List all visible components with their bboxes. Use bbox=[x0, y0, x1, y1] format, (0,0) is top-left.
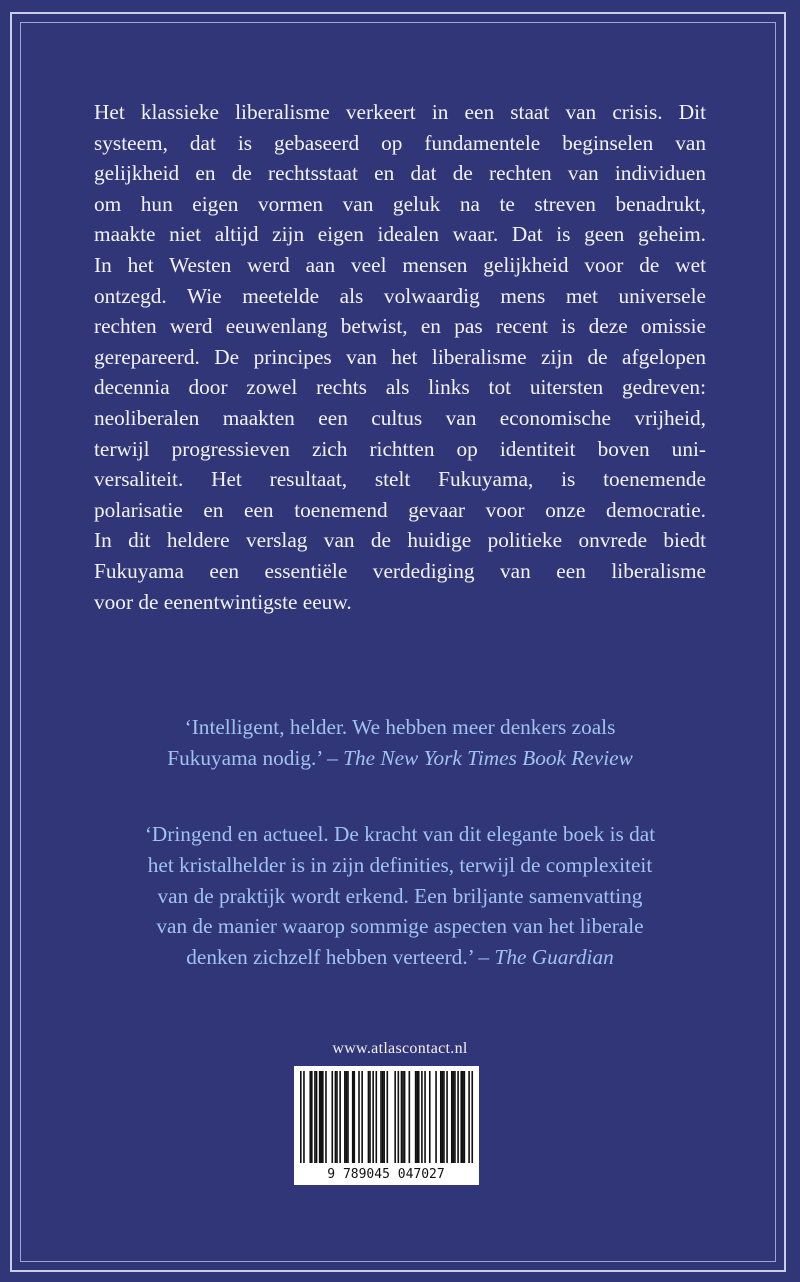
barcode-bar bbox=[415, 1071, 417, 1163]
blurb-line: neoliberalen maakten een cultus van economische vrijheid, bbox=[94, 405, 706, 430]
blurb-line: In dit heldere verslag van de huidige politieke onvrede biedt bbox=[94, 528, 706, 553]
barcode-bar bbox=[402, 1071, 404, 1163]
barcode-bar bbox=[404, 1071, 406, 1163]
barcode-bar bbox=[361, 1071, 363, 1163]
barcode-bar bbox=[372, 1071, 374, 1163]
barcode-bar bbox=[336, 1071, 338, 1163]
blurb-line: In het Westen werd aan veel mensen gelijkheid voor de wet bbox=[94, 252, 706, 277]
barcode-bar bbox=[368, 1071, 370, 1163]
barcode-bar bbox=[316, 1071, 318, 1163]
barcode-bar bbox=[464, 1071, 466, 1163]
barcode-bar bbox=[440, 1071, 442, 1163]
barcode-bar bbox=[462, 1071, 464, 1163]
barcode-bar bbox=[358, 1071, 360, 1163]
barcode-bar bbox=[300, 1071, 302, 1163]
barcode-bar bbox=[352, 1071, 354, 1163]
barcode-bar bbox=[335, 1071, 337, 1163]
barcode-bar bbox=[446, 1071, 448, 1163]
quote-text: van de manier waarop sommige aspecten van het liberale bbox=[156, 914, 644, 939]
barcode-bar bbox=[322, 1071, 324, 1163]
barcode-bar bbox=[339, 1071, 341, 1163]
quote-text: Fukuyama nodig.’ – bbox=[167, 745, 344, 770]
barcode-bar bbox=[387, 1071, 389, 1163]
barcode-bar bbox=[353, 1071, 355, 1163]
isbn-barcode bbox=[294, 1066, 479, 1185]
blurb-line: voor de eenentwintigste eeuw. bbox=[94, 589, 352, 614]
barcode-bar bbox=[319, 1071, 321, 1163]
barcode-bar bbox=[311, 1071, 313, 1163]
blurb-line: versaliteit. Het resultaat, stelt Fukuyama, is toenemende bbox=[94, 467, 706, 492]
barcode-bar bbox=[443, 1071, 445, 1163]
barcode-bar bbox=[471, 1071, 473, 1163]
barcode-bar bbox=[394, 1071, 396, 1163]
quote-text: ‘Intelligent, helder. We hebben meer denkers zoals bbox=[184, 715, 616, 739]
blurb-line: maakte niet altijd zijn eigen idealen waar. Dat is geen geheim. bbox=[94, 222, 706, 247]
blurb-line: gelijkheid en de rechtsstaat en dat de rechten van individuen bbox=[94, 161, 706, 186]
barcode-bar bbox=[344, 1071, 346, 1163]
barcode-bar bbox=[454, 1071, 456, 1163]
barcode-bar bbox=[416, 1071, 418, 1163]
blurb-line: Fukuyama een essentiële verdediging van een liberalisme bbox=[94, 558, 706, 583]
barcode-bar bbox=[314, 1071, 316, 1163]
barcode-bar bbox=[346, 1071, 348, 1163]
quote-text: het kristalhelder is in zijn definities, terwijl de complexiteit bbox=[147, 852, 653, 877]
barcode-bar bbox=[347, 1071, 349, 1163]
barcode-bar bbox=[383, 1071, 385, 1163]
barcode-bar bbox=[409, 1071, 411, 1163]
quote-text: denken zichzelf hebben verteerd.’ – bbox=[186, 945, 495, 970]
barcode-graphic bbox=[296, 1068, 477, 1183]
barcode-bar bbox=[435, 1071, 437, 1163]
review-quote-guardian bbox=[84, 819, 716, 973]
barcode-digits: 9 789045 047027 bbox=[327, 1167, 445, 1182]
barcode-bar bbox=[398, 1071, 400, 1163]
barcode-bar bbox=[468, 1071, 470, 1163]
blurb-line: systeem, dat is gebaseerd op fundamentele beginselen van bbox=[94, 130, 706, 155]
barcode-bar bbox=[382, 1071, 384, 1163]
quote-text: ‘Dringend en actueel. De kracht van dit elegante boek is dat bbox=[144, 822, 656, 846]
blurb-line: ontzegd. Wie meetelde als volwaardig mens met universele bbox=[94, 283, 706, 308]
blurb-line: rechten werd eeuwenlang betwist, en pas recent is deze omissie bbox=[94, 314, 706, 339]
publisher-website: www.atlascontact.nl bbox=[332, 1040, 468, 1057]
quote-text: van de praktijk wordt erkend. Een briljante samenvatting bbox=[157, 883, 643, 908]
barcode-bar bbox=[453, 1071, 455, 1163]
barcode-bar bbox=[418, 1071, 420, 1163]
blurb-line: terwijl progressieven zich richtten op identiteit boven uni- bbox=[94, 436, 706, 461]
barcode-bar bbox=[303, 1071, 305, 1163]
blurb-line: polarisatie en een toenemend gevaar voor onze democratie. bbox=[94, 497, 706, 522]
barcode-bar bbox=[325, 1071, 327, 1163]
blurb-line: decennia door zowel rechts als links tot uitersten gedreven: bbox=[94, 375, 706, 400]
quote-source: The New York Times Book Review bbox=[343, 745, 633, 770]
barcode-bar bbox=[460, 1071, 462, 1163]
barcode-bar bbox=[320, 1071, 322, 1163]
blurb-line: gerepareerd. De principes van het liberalisme zijn de afgelopen bbox=[94, 344, 706, 369]
barcode-bar bbox=[380, 1071, 382, 1163]
barcode-bar bbox=[331, 1071, 333, 1163]
blurb-text bbox=[94, 97, 706, 617]
quote-source: The Guardian bbox=[494, 945, 614, 970]
barcode-bar bbox=[424, 1071, 426, 1163]
blurb-line: Het klassieke liberalisme verkeert in een staat van crisis. Dit bbox=[94, 100, 706, 124]
barcode-bar bbox=[442, 1071, 444, 1163]
blurb-line: om hun eigen vormen van geluk na te streven benadrukt, bbox=[94, 191, 706, 216]
barcode-bar bbox=[421, 1071, 423, 1163]
barcode-bar bbox=[401, 1071, 403, 1163]
barcode-bar bbox=[309, 1071, 311, 1163]
barcode-bar bbox=[429, 1071, 431, 1163]
barcode-bar bbox=[457, 1071, 459, 1163]
review-quote-nyt bbox=[84, 712, 716, 774]
barcode-bar bbox=[375, 1071, 377, 1163]
barcode-bar bbox=[451, 1071, 453, 1163]
barcode-bar bbox=[369, 1071, 371, 1163]
